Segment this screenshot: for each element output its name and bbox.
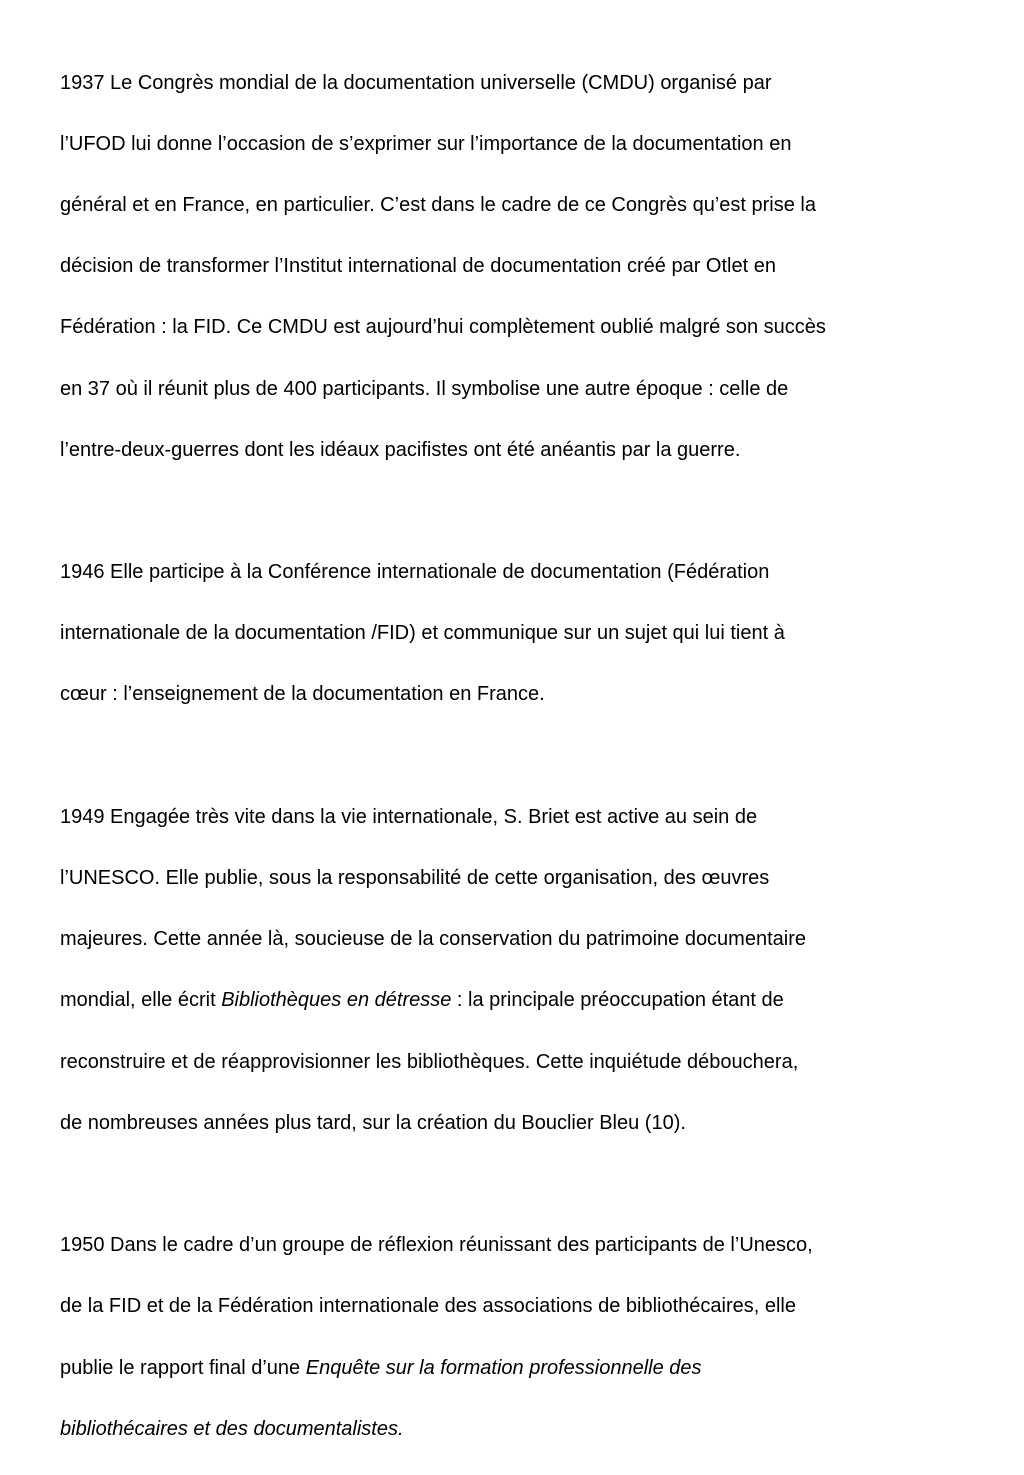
text-line: cœur : l’enseignement de la documentation en France. [60, 683, 545, 706]
slide-body [60, 37, 960, 1475]
text-line: 1949 Engagée très vite dans la vie internationale, S. Briet est active au sein de [60, 805, 758, 828]
text-line: l’UNESCO. Elle publie, sous la responsabilité de cette organisation, des œuvres [60, 867, 770, 890]
text-line: général et en France, en particulier. C’est dans le cadre de ce Congrès qu’est prise la [60, 193, 816, 216]
paragraph-1949 [60, 771, 960, 1169]
report-title-italic: Enquête sur la formation professionnelle des [305, 1356, 702, 1379]
text-line: l’UFOD lui donne l’occasion de s’exprimer sur l’importance de la documentation en [60, 132, 792, 155]
text-run: mondial, elle écrit [60, 989, 222, 1012]
text-line: en 37 où il réunit plus de 400 participants. Il symbolise une autre époque : celle de [60, 377, 789, 400]
paragraph-spacer [60, 1169, 960, 1200]
text-line: 1937 Le Congrès mondial de la documentation universelle (CMDU) organisé par [60, 71, 772, 94]
text-line: de nombreuses années plus tard, sur la création du Bouclier Bleu (10). [60, 1111, 686, 1134]
report-title-italic: bibliothécaires et des documentalistes. [60, 1417, 404, 1440]
text-line: internationale de la documentation /FID) et communique sur un sujet qui lui tient à [60, 622, 785, 645]
paragraph-spacer [60, 496, 960, 527]
book-title-italic: Bibliothèques en détresse [221, 989, 452, 1012]
paragraph-1937 [60, 37, 960, 496]
text-line [60, 1353, 960, 1384]
text-line: de la FID et de la Fédération internationale des associations de bibliothécaires, elle [60, 1295, 796, 1318]
text-line: décision de transformer l’Institut international de documentation créé par Otlet en [60, 255, 776, 278]
text-line: Fédération : la FID. Ce CMDU est aujourd’hui complètement oublié malgré son succès [60, 316, 826, 339]
paragraph-1950 [60, 1200, 960, 1475]
text-run: publie le rapport final d’une [60, 1356, 306, 1379]
text-run: : la principale préoccupation étant de [451, 989, 784, 1012]
text-line: l’entre-deux-guerres dont les idéaux pacifistes ont été anéantis par la guerre. [60, 438, 741, 461]
text-line [60, 985, 960, 1016]
text-line: 1950 Dans le cadre d’un groupe de réflexion réunissant des participants de l’Unesco, [60, 1234, 813, 1257]
text-line: reconstruire et de réapprovisionner les bibliothèques. Cette inquiétude débouchera, [60, 1050, 799, 1073]
text-line: 1946 Elle participe à la Conférence internationale de documentation (Fédération [60, 561, 770, 584]
paragraph-1946 [60, 527, 960, 741]
paragraph-spacer [60, 741, 960, 772]
text-line: majeures. Cette année là, soucieuse de la conservation du patrimoine documentaire [60, 928, 806, 951]
